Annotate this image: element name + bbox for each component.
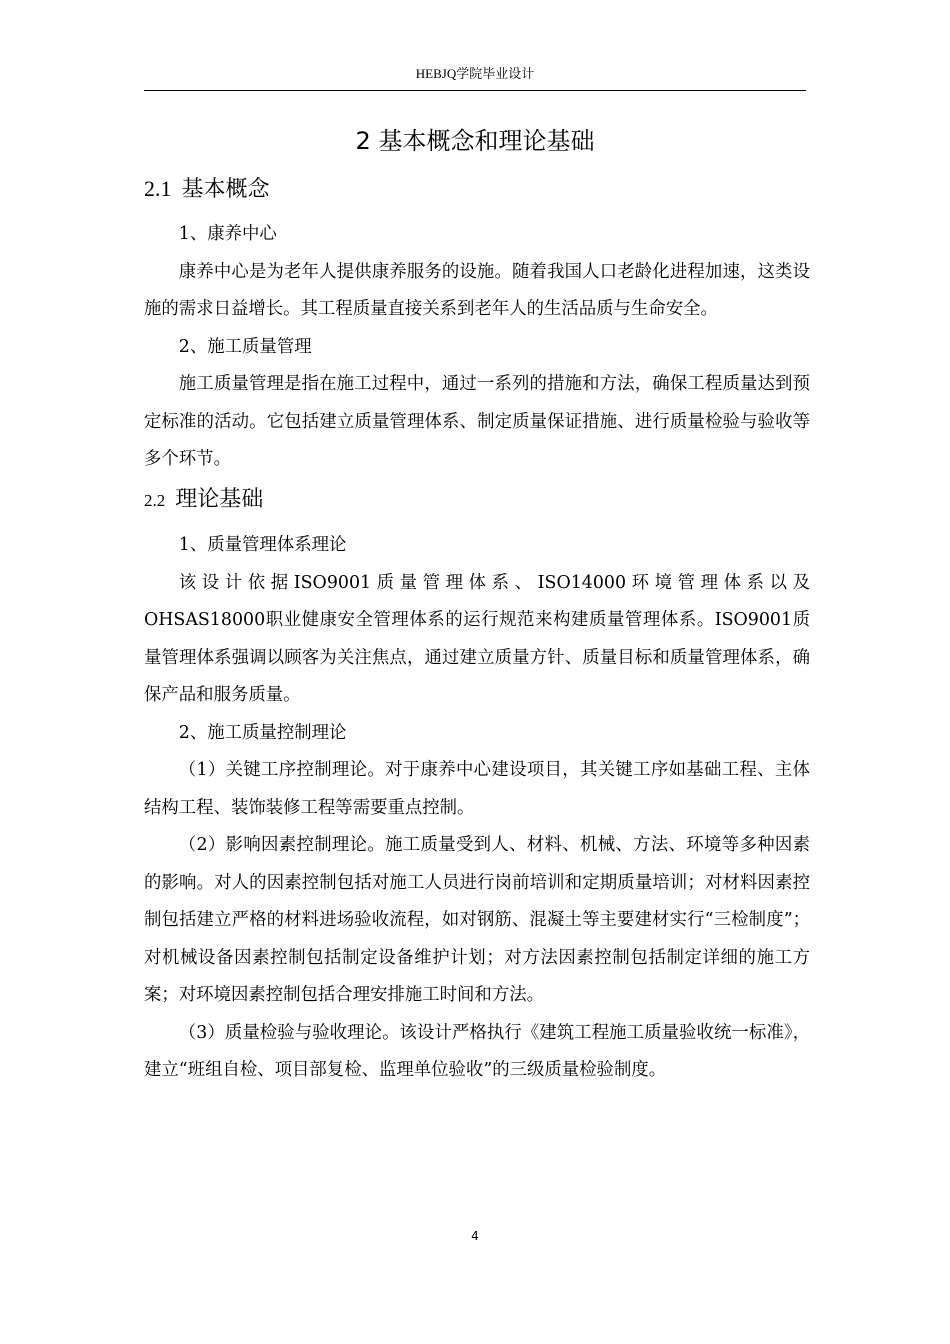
- section-number: 2.2: [144, 491, 166, 510]
- paragraph: （2）影响因素控制理论。施工质量受到人、材料、机械、方法、环境等多种因素的影响。对人的因素控制包括对施工人员进行岗前培训和定期质量培训；对材料因素控制包括建立严格的材料进场验收流程，如对钢筋、混凝土等主要建材实行“三检制度”；对机械设备因素控制包括制定设备维护计划；对方法因素控制包括制定详细的施工方案；对环境因素控制包括合理安排施工时间和方法。: [144, 835, 810, 1005]
- section-number: 2.1: [144, 176, 172, 201]
- page-header: [144, 64, 806, 91]
- subheading-kangyang-center: 1、康养中心: [178, 224, 277, 244]
- section-title-text: 理论基础: [175, 487, 264, 512]
- page-number: 4: [471, 1229, 479, 1243]
- section-2-1-body: [144, 216, 810, 479]
- section-title-text: 基本概念: [181, 177, 270, 202]
- paragraph: （1）关键工序控制理论。对于康养中心建设项目，其关键工序如基础工程、主体结构工程、装饰装修工程等需要重点控制。: [144, 760, 810, 818]
- paragraph: （3）质量检验与验收理论。该设计严格执行《建筑工程施工质量验收统一标准》，建立“班组自检、项目部复检、监理单位验收”的三级质量检验制度。: [144, 1022, 810, 1080]
- chapter-title: 2 基本概念和理论基础: [355, 127, 595, 155]
- section-heading-2-2: [144, 485, 263, 516]
- header-text: HEBJQ学院毕业设计: [415, 66, 535, 81]
- section-2-2-body: [144, 527, 810, 1090]
- section-heading-2-1: [144, 174, 270, 205]
- paragraph: 该设计依据ISO9001质量管理体系、ISO14000环境管理体系以及OHSAS18000职业健康安全管理体系的运行规范来构建质量管理体系。ISO9001质量管理体系强调以顾客为关注焦点，通过建立质量方针、质量目标和质量管理体系，确保产品和服务质量。: [144, 572, 810, 705]
- paragraph: 康养中心是为老年人提供康养服务的设施。随着我国人口老龄化进程加速，这类设施的需求日益增长。其工程质量直接关系到老年人的生活品质与生命安全。: [144, 261, 810, 319]
- subheading-construction-quality: 2、施工质量管理: [178, 336, 312, 357]
- subheading-quality-control-theory: 2、施工质量控制理论: [178, 722, 347, 743]
- paragraph: 施工质量管理是指在施工过程中，通过一系列的措施和方法，确保工程质量达到预定标准的活动。它包括建立质量管理体系、制定质量保证措施、进行质量检验与验收等多个环节。: [144, 374, 810, 469]
- subheading-quality-system-theory: 1、质量管理体系理论: [178, 535, 347, 555]
